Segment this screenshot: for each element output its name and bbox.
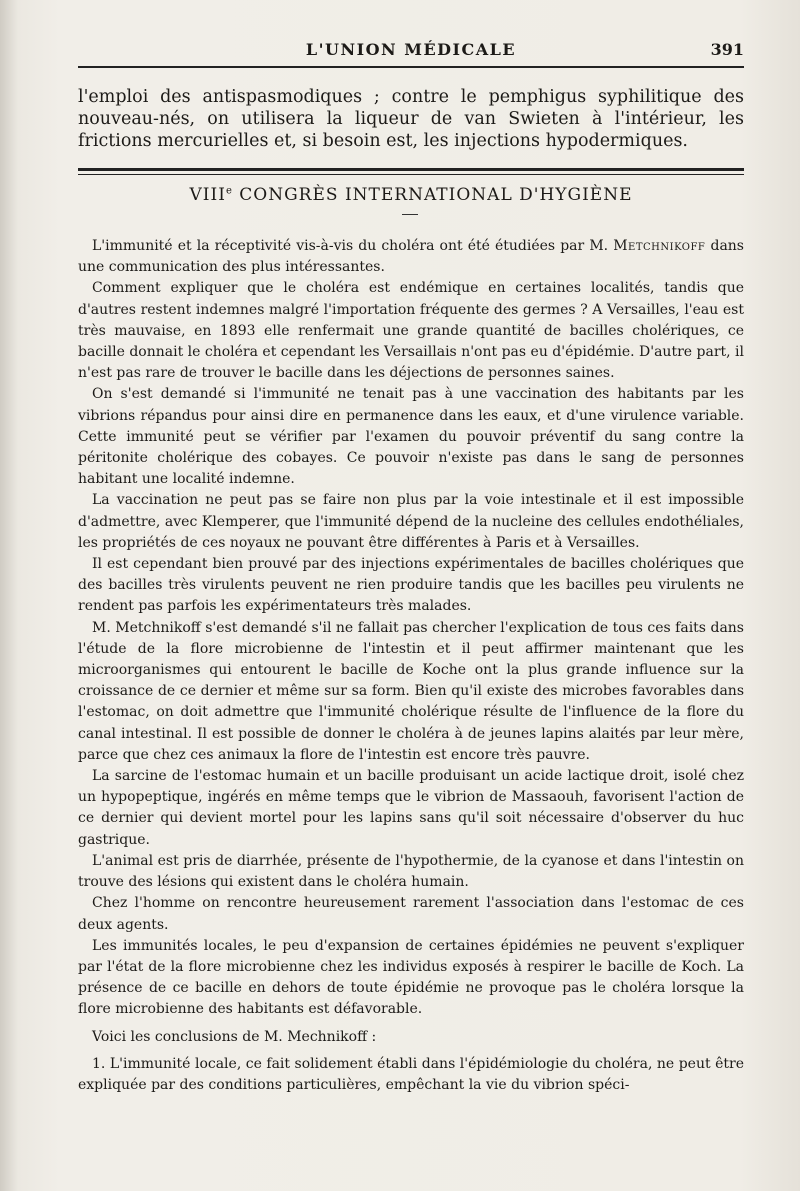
- divider-thick-rule: [78, 168, 744, 171]
- paragraph-4: La vaccination ne peut pas se faire non plus par la voie intestinale et il est impossible d'admettre, avec Klemperer, que l'immunité dépend de la nucleine des cellules endothéliales, les propriétés de ces noyaux ne pouvant être différentes à Paris et à Versailles.: [78, 492, 744, 551]
- paragraph-1-start: L'immunité et la réceptivité vis-à-vis du choléra ont été étudiées par M.: [92, 238, 614, 254]
- section-numeral: VIII: [189, 185, 226, 205]
- section-title: [78, 185, 744, 205]
- paragraph-3: On s'est demandé si l'immunité ne tenait pas à une vaccination des habitants par les vibrions répandus pour ainsi dire en permanence dans les eaux, et d'une virulence variable. Cette immunité peut se vérifier par l'examen du pouvoir préventif du sang contre la péritonite cholérique des cobayes. Ce pouvoir n'existe pas dans le sang de personnes habitant une localité indemne.: [78, 386, 744, 488]
- section-numeral-suffix: e: [225, 185, 233, 197]
- conclusion-item-1: 1. L'immunité locale, ce fait solidement établi dans l'épidémiologie du choléra, ne peut être expliquée par des conditions particulières, empêchant la vie du vibrion spéci-: [78, 1055, 744, 1093]
- paragraph-1-end: dans une communication des plus intéressantes.: [78, 238, 744, 276]
- paragraph-10: Les immunités locales, le peu d'expansion de certaines épidémies ne peuvent s'expliquer par l'état de la flore microbienne chez les individus exposés à respirer le bacille de Koch. La présence de ce bacille en dehors de toute épidémie ne provoque pas le choléra lorsque la flore microbienne des habitants est défavorable.: [78, 937, 744, 1018]
- paragraph-2: Comment expliquer que le choléra est endémique en certaines localités, tandis que d'autres restent indemnes malgré l'importation fréquente des germes ? A Versailles, l'eau est très mauvaise, en 1893 elle renfermait une grande quantité de bacilles cholériques, ce bacille donnait le choléra et cependant les Versaillais n'ont pas eu d'épidémie. D'autre part, il n'est pas rare de trouver le bacille dans les déjections de personnes saines.: [78, 280, 744, 382]
- paragraph-6: M. Metchnikoff s'est demandé s'il ne fallait pas chercher l'explication de tous ces faits dans l'étude de la flore microbienne de l'intestin et il peut affirmer maintenant que les microorganismes qui entourent le bacille de Koche ont la plus grande influence sur la croissance de ce dernier et même sur sa form. Bien qu'il existe des microbes favorables dans l'estomac, on doit admettre que l'immunité cholérique résulte de l'influence de la flore du canal intestinal. Il est possible de donner le choléra à de jeunes lapins alaités par leur mère, parce que chez ces animaux la flore de l'intestin est encore très pauvre.: [78, 619, 744, 763]
- conclusions-intro: Voici les conclusions de M. Mechnikoff :: [92, 1028, 377, 1045]
- paragraph-8: L'animal est pris de diarrhée, présente de l'hypothermie, de la cyanose et dans l'intestin on trouve des lésions qui existent dans le choléra humain.: [78, 852, 744, 891]
- paragraph-1: [78, 236, 744, 278]
- article-body: [78, 236, 744, 1096]
- paragraph-7: La sarcine de l'estomac humain et un bacille produisant un acide lactique droit, isolé chez un hypopeptique, ingérés en même temps que le vibrion de Massaouh, favorisent l'action de ce dernier qui devient mortel pour les lapins sans qu'il soit nécessaire d'observer du huc gastrique.: [78, 768, 744, 848]
- header-rule: [78, 66, 744, 68]
- page-number: 391: [710, 40, 744, 59]
- author-name: Metchnikoff: [613, 238, 706, 254]
- divider-thin-rule: [78, 174, 744, 175]
- paragraph-9: Chez l'homme on rencontre heureusement rarement l'association dans l'estomac de ces deux agents.: [78, 895, 744, 933]
- intro-paragraph: l'emploi des antispasmodiques ; contre le pemphigus syphilitique des nouveau-nés, on utilisera la liqueur de van Swieten à l'intérieur, les frictions mercurielles et, si besoin est, les injections hypodermiques.: [78, 87, 744, 151]
- section-title-text: CONGRÈS INTERNATIONAL D'HYGIÈNE: [232, 185, 633, 205]
- section-divider: [78, 168, 744, 176]
- journal-title: L'UNION MÉDICALE: [305, 40, 517, 59]
- title-dash: [402, 214, 418, 215]
- paragraph-5: Il est cependant bien prouvé par des injections expérimentales de bacilles cholériques que des bacilles très virulents peuvent ne rien produire tandis que les bacilles peu virulents ne rendent pas parfois les expérimentateurs très malades.: [78, 556, 744, 615]
- running-head: [78, 40, 744, 70]
